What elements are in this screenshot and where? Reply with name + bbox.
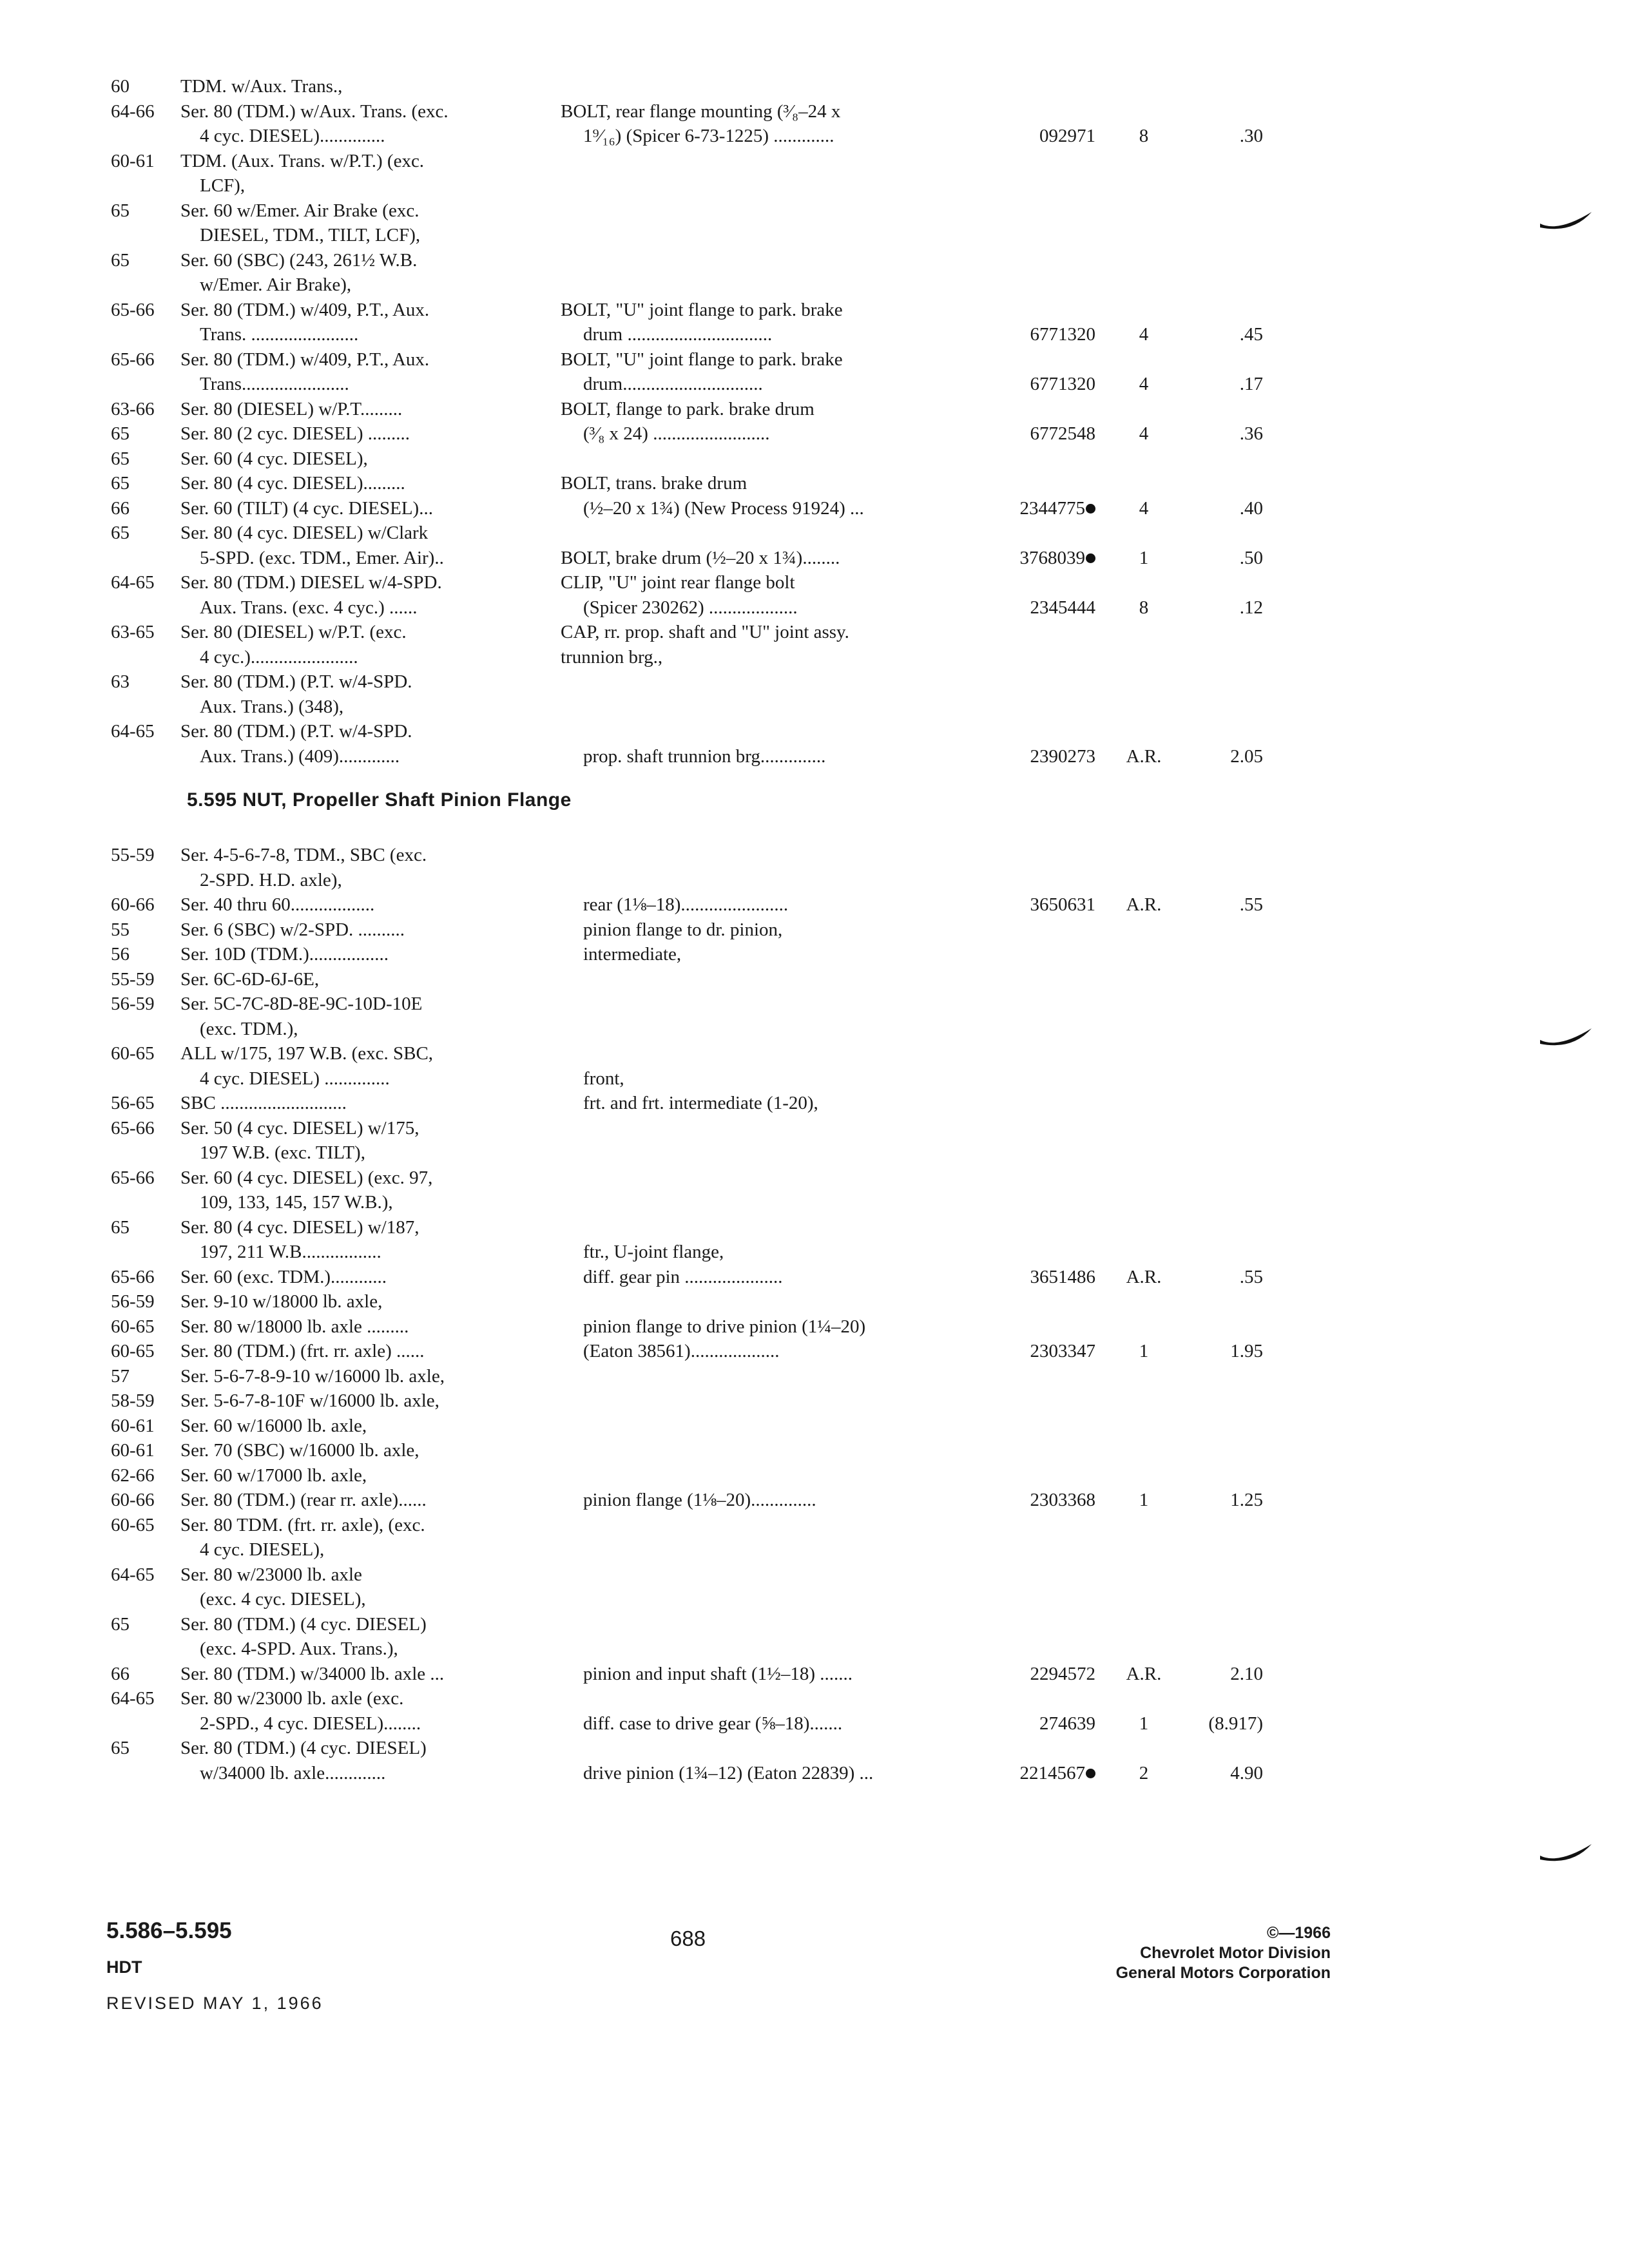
application-cell: Ser. 80 (TDM.) w/34000 lb. axle ...	[180, 1663, 445, 1684]
catalog-row	[103, 496, 1327, 521]
footer-left	[106, 1917, 323, 2017]
application-cell: 5-SPD. (exc. TDM., Emer. Air)..	[200, 547, 444, 568]
part-number-cell: 6772548	[1030, 423, 1095, 444]
application-cell: Ser. 60 (TILT) (4 cyc. DIESEL)...	[180, 497, 433, 519]
quantity-cell: 1	[1139, 1490, 1149, 1510]
quantity-cell: 8	[1139, 597, 1149, 618]
application-cell: Ser. 80 (DIESEL) w/P.T.........	[180, 398, 403, 419]
description-cell: prop. shaft trunnion brg..............	[583, 745, 826, 767]
description-cell: trunnion brg.,	[561, 646, 663, 668]
application-cell: w/34000 lb. axle.............	[200, 1762, 386, 1783]
description-cell: BOLT, brake drum (½–20 x 1¾)........	[561, 547, 840, 568]
binder-tab-mark	[1539, 209, 1594, 235]
application-cell: Ser. 60 w/17000 lb. axle,	[180, 1465, 367, 1486]
catalog-row	[103, 992, 1327, 1017]
application-cell: 2-SPD. H.D. axle),	[200, 869, 342, 890]
year-cell: 65-66	[111, 349, 155, 370]
application-cell: Ser. 80 w/18000 lb. axle .........	[180, 1316, 409, 1337]
price-cell: .17	[1239, 374, 1263, 394]
description-cell: pinion flange to drive pinion (1¼–20)	[583, 1316, 866, 1337]
catalog-row	[103, 1761, 1327, 1786]
catalog-row	[103, 1314, 1327, 1340]
price-cell: (8.917)	[1208, 1713, 1263, 1734]
quantity-cell: 1	[1139, 547, 1149, 568]
year-cell: 60-61	[111, 150, 155, 171]
catalog-row	[103, 918, 1327, 943]
footer-revised-date: REVISED MAY 1, 1966	[106, 1994, 323, 2013]
catalog-row	[103, 1637, 1327, 1662]
price-cell: .12	[1239, 597, 1263, 618]
application-cell: Ser. 80 (4 cyc. DIESEL) w/187,	[180, 1216, 419, 1238]
catalog-row	[103, 719, 1327, 744]
year-cell: 65	[111, 1613, 130, 1635]
application-cell: 4 cyc. DIESEL)..............	[200, 126, 385, 146]
application-cell: Ser. 70 (SBC) w/16000 lb. axle,	[180, 1440, 419, 1461]
year-cell: 65-66	[111, 1266, 155, 1287]
quantity-cell: 2	[1139, 1762, 1149, 1783]
application-cell: LCF),	[200, 175, 246, 196]
price-cell: 2.10	[1230, 1663, 1263, 1684]
application-cell: Ser. 80 (DIESEL) w/P.T. (exc.	[180, 622, 407, 642]
catalog-row	[103, 570, 1327, 595]
catalog-row	[103, 1513, 1327, 1538]
year-cell: 60-66	[111, 894, 155, 915]
application-cell: Ser. 60 w/16000 lb. axle,	[180, 1415, 367, 1436]
year-cell: 65-66	[111, 1117, 155, 1139]
application-cell: Trans.......................	[200, 374, 349, 394]
application-cell: Ser. 80 (TDM.) (P.T. w/4-SPD.	[180, 721, 412, 742]
binder-tab-mark	[1539, 1026, 1594, 1052]
year-cell: 64-65	[111, 1564, 155, 1585]
part-number-cell: 6771320	[1030, 324, 1095, 345]
application-cell: SBC ...........................	[180, 1093, 347, 1113]
year-cell: 63-65	[111, 622, 155, 642]
footer-corporation: General Motors Corporation	[1115, 1964, 1331, 1982]
year-cell: 64-65	[111, 572, 155, 593]
catalog-row	[103, 1190, 1327, 1215]
catalog-row	[103, 1686, 1327, 1711]
application-cell: Aux. Trans.) (348),	[200, 696, 344, 717]
catalog-row	[103, 669, 1327, 695]
catalog-row	[103, 1612, 1327, 1637]
new-part-bullet-icon	[1086, 504, 1095, 514]
description-cell: drive pinion (1¾–12) (Eaton 22839) ...	[583, 1762, 874, 1783]
catalog-row	[103, 1736, 1327, 1761]
catalog-row	[103, 372, 1327, 397]
part-number-cell: 3650631	[1030, 894, 1095, 915]
section-heading-5-595	[103, 769, 1327, 843]
description-cell: BOLT, rear flange mounting (³⁄₈–24 x	[561, 101, 841, 122]
footer-copyright: ©—1966	[1266, 1924, 1331, 1942]
catalog-row	[103, 1463, 1327, 1488]
application-cell: Trans. .......................	[200, 324, 359, 345]
year-cell: 65	[111, 523, 130, 543]
description-cell: pinion and input shaft (1½–18) .......	[583, 1663, 853, 1684]
catalog-row	[103, 942, 1327, 967]
quantity-cell: 1	[1139, 1341, 1149, 1361]
catalog-row	[103, 1215, 1327, 1240]
quantity-cell: A.R.	[1126, 1663, 1162, 1684]
description-cell: intermediate,	[583, 944, 682, 965]
price-cell: .36	[1239, 423, 1263, 444]
catalog-row	[103, 620, 1327, 645]
price-cell: .45	[1239, 324, 1263, 345]
year-cell: 55-59	[111, 845, 155, 865]
description-cell: pinion flange to dr. pinion,	[583, 919, 783, 940]
application-cell: Ser. 80 (TDM.) w/409, P.T., Aux.	[180, 349, 430, 370]
description-cell: frt. and frt. intermediate (1-20),	[583, 1093, 818, 1113]
year-cell: 65	[111, 448, 130, 469]
footer-right	[1116, 1923, 1331, 1983]
description-cell: diff. gear pin .....................	[583, 1266, 783, 1287]
catalog-row	[103, 843, 1327, 868]
application-cell: Ser. 80 (4 cyc. DIESEL).........	[180, 473, 405, 494]
description-cell: CAP, rr. prop. shaft and "U" joint assy.	[561, 622, 849, 642]
catalog-row	[103, 1140, 1327, 1166]
catalog-row	[103, 149, 1327, 174]
application-cell: Ser. 80 (2 cyc. DIESEL) .........	[180, 423, 410, 444]
year-cell: 65	[111, 1216, 130, 1238]
binder-tab-mark	[1539, 1841, 1594, 1867]
catalog-row	[103, 223, 1327, 248]
application-cell: Ser. 4-5-6-7-8, TDM., SBC (exc.	[180, 845, 427, 865]
part-number-cell: 2303347	[1030, 1341, 1095, 1361]
year-cell: 55-59	[111, 968, 155, 990]
application-cell: Ser. 9-10 w/18000 lb. axle,	[180, 1291, 383, 1312]
catalog-row	[103, 1662, 1327, 1687]
catalog-row	[103, 546, 1327, 571]
price-cell: 4.90	[1230, 1762, 1263, 1783]
year-cell: 60-61	[111, 1415, 155, 1436]
part-number-cell: 3651486	[1030, 1266, 1095, 1287]
catalog-row	[103, 248, 1327, 273]
catalog-row	[103, 298, 1327, 323]
year-cell: 60-65	[111, 1316, 155, 1337]
application-cell: Ser. 60 (4 cyc. DIESEL),	[180, 448, 368, 469]
price-cell: .40	[1239, 497, 1263, 519]
description-cell: diff. case to drive gear (⅝–18).......	[583, 1713, 843, 1734]
application-cell: TDM. w/Aux. Trans.,	[180, 76, 343, 97]
application-cell: (exc. TDM.),	[200, 1018, 298, 1039]
application-cell: Ser. 80 (TDM.) (P.T. w/4-SPD.	[180, 671, 412, 692]
quantity-cell: 4	[1139, 324, 1149, 345]
catalog-row	[103, 273, 1327, 298]
year-cell: 65	[111, 200, 130, 221]
quantity-cell: 4	[1139, 374, 1149, 394]
footer-division: Chevrolet Motor Division	[1140, 1944, 1331, 1962]
catalog-row	[103, 421, 1327, 447]
year-cell: 60-65	[111, 1341, 155, 1361]
quantity-cell: 4	[1139, 497, 1149, 519]
application-cell: Ser. 10D (TDM.).................	[180, 944, 389, 965]
application-cell: 2-SPD., 4 cyc. DIESEL)........	[200, 1713, 421, 1734]
catalog-row	[103, 1116, 1327, 1141]
catalog-row	[103, 1339, 1327, 1364]
section-title: 5.595 NUT, Propeller Shaft Pinion Flange	[187, 789, 572, 811]
year-cell: 60-66	[111, 1490, 155, 1510]
catalog-row	[103, 1562, 1327, 1588]
catalog-row	[103, 892, 1327, 918]
description-cell: pinion flange (1⅛–20)..............	[583, 1490, 816, 1510]
application-cell: 4 cyc. DIESEL) ..............	[200, 1068, 390, 1089]
application-cell: Ser. 5C-7C-8D-8E-9C-10D-10E	[180, 994, 423, 1014]
year-cell: 65-66	[111, 299, 155, 320]
year-cell: 63	[111, 671, 130, 692]
year-cell: 58-59	[111, 1390, 155, 1411]
application-cell: Ser. 60 (4 cyc. DIESEL) (exc. 97,	[180, 1167, 433, 1188]
footer-code: HDT	[106, 1957, 142, 1977]
year-cell: 56-59	[111, 994, 155, 1014]
application-cell: Ser. 80 (TDM.) w/409, P.T., Aux.	[180, 299, 430, 320]
catalog-row	[103, 1438, 1327, 1463]
catalog-row	[103, 1289, 1327, 1314]
catalog-row	[103, 1091, 1327, 1116]
quantity-cell: A.R.	[1126, 745, 1162, 767]
part-number-cell: 2344775	[986, 496, 1095, 521]
catalog-row	[103, 1711, 1327, 1736]
page-number: 688	[670, 1927, 706, 1950]
catalog-row	[103, 744, 1327, 769]
catalog-row	[103, 1041, 1327, 1066]
application-cell: Ser. 5-6-7-8-10F w/16000 lb. axle,	[180, 1390, 439, 1411]
year-cell: 62-66	[111, 1465, 155, 1486]
catalog-row	[103, 173, 1327, 198]
catalog-row	[103, 1066, 1327, 1091]
year-cell: 60-61	[111, 1440, 155, 1461]
description-cell: CLIP, "U" joint rear flange bolt	[561, 572, 795, 593]
price-cell: 1.25	[1230, 1490, 1263, 1510]
catalog-row	[103, 198, 1327, 224]
application-cell: 197 W.B. (exc. TILT),	[200, 1142, 365, 1163]
year-cell: 63-66	[111, 398, 155, 419]
application-cell: Ser. 80 (TDM.) (rear rr. axle)......	[180, 1490, 427, 1510]
catalog-row	[103, 447, 1327, 472]
quantity-cell: A.R.	[1126, 894, 1162, 915]
part-number-cell: 6771320	[1030, 374, 1095, 394]
application-cell: Ser. 80 w/23000 lb. axle	[180, 1564, 362, 1585]
catalog-row	[103, 1240, 1327, 1265]
section-5-586-list	[103, 74, 1327, 769]
part-number-cell: 092971	[1039, 126, 1095, 146]
application-cell: Ser. 80 (TDM.) DIESEL w/4-SPD.	[180, 572, 442, 593]
part-number-cell: 3768039	[986, 546, 1095, 570]
catalog-row	[103, 1017, 1327, 1042]
catalog-row	[103, 74, 1327, 99]
year-cell: 65	[111, 423, 130, 444]
year-cell: 60-65	[111, 1043, 155, 1064]
application-cell: Ser. 80 (TDM.) (frt. rr. axle) ......	[180, 1341, 425, 1361]
catalog-row	[103, 124, 1327, 149]
year-cell: 56-65	[111, 1093, 155, 1113]
price-cell: .30	[1239, 126, 1263, 146]
application-cell: Ser. 80 (TDM.) w/Aux. Trans. (exc.	[180, 101, 448, 122]
price-cell: 1.95	[1230, 1341, 1263, 1361]
description-cell: drum ...............................	[583, 324, 773, 345]
application-cell: Ser. 80 (TDM.) (4 cyc. DIESEL)	[180, 1738, 427, 1758]
part-number-cell: 274639	[1039, 1713, 1095, 1734]
application-cell: Ser. 80 (TDM.) (4 cyc. DIESEL)	[180, 1613, 427, 1635]
catalog-row	[103, 521, 1327, 546]
application-cell: Ser. 60 (exc. TDM.)............	[180, 1266, 387, 1287]
catalog-row	[103, 1414, 1327, 1439]
quantity-cell: 1	[1139, 1713, 1149, 1734]
application-cell: Ser. 6C-6D-6J-6E,	[180, 968, 320, 990]
part-number-cell: 2214567	[986, 1761, 1095, 1785]
year-cell: 65	[111, 249, 130, 271]
part-number-cell: 2390273	[1030, 745, 1095, 767]
catalog-row	[103, 347, 1327, 372]
description-cell: rear (1⅛–18).......................	[583, 894, 789, 915]
application-cell: Ser. 50 (4 cyc. DIESEL) w/175,	[180, 1117, 419, 1139]
application-cell: Ser. 80 TDM. (frt. rr. axle), (exc.	[180, 1514, 425, 1535]
quantity-cell: 8	[1139, 126, 1149, 146]
price-cell: .50	[1239, 547, 1263, 568]
year-cell: 66	[111, 497, 130, 519]
description-cell: 1⁹⁄₁₆) (Spicer 6-73-1225) .............	[583, 126, 834, 146]
year-cell: 55	[111, 919, 130, 940]
catalog-row	[103, 322, 1327, 347]
description-cell: BOLT, flange to park. brake drum	[561, 398, 815, 419]
catalog-row	[103, 868, 1327, 893]
quantity-cell: 4	[1139, 423, 1149, 444]
section-5-595-list	[103, 843, 1327, 1785]
application-cell: Aux. Trans. (exc. 4 cyc.) ......	[200, 597, 418, 618]
part-number-cell: 2303368	[1030, 1490, 1095, 1510]
year-cell: 56	[111, 944, 130, 965]
year-cell: 65	[111, 473, 130, 494]
year-cell: 60-65	[111, 1514, 155, 1535]
price-cell: 2.05	[1230, 745, 1263, 767]
new-part-bullet-icon	[1086, 553, 1095, 563]
description-cell: (³⁄₈ x 24) .........................	[583, 423, 770, 444]
year-cell: 66	[111, 1663, 130, 1684]
catalog-row	[103, 397, 1327, 422]
application-cell: Ser. 60 w/Emer. Air Brake (exc.	[180, 200, 419, 221]
catalog-row	[103, 1389, 1327, 1414]
catalog-row	[103, 695, 1327, 720]
application-cell: (exc. 4-SPD. Aux. Trans.),	[200, 1639, 398, 1659]
description-cell: ftr., U-joint flange,	[583, 1242, 724, 1262]
year-cell: 64-65	[111, 721, 155, 742]
application-cell: Ser. 6 (SBC) w/2-SPD. ..........	[180, 919, 405, 940]
application-cell: 109, 133, 145, 157 W.B.),	[200, 1192, 393, 1213]
application-cell: Ser. 5-6-7-8-9-10 w/16000 lb. axle,	[180, 1365, 445, 1387]
application-cell: Ser. 40 thru 60..................	[180, 894, 375, 915]
description-cell: BOLT, trans. brake drum	[561, 473, 747, 494]
application-cell: Ser. 60 (SBC) (243, 261½ W.B.	[180, 249, 418, 271]
catalog-row	[103, 1537, 1327, 1562]
new-part-bullet-icon	[1086, 1769, 1095, 1778]
description-cell: front,	[583, 1068, 624, 1089]
application-cell: Ser. 80 (4 cyc. DIESEL) w/Clark	[180, 523, 429, 543]
catalog-row	[103, 1488, 1327, 1513]
description-cell: (Eaton 38561)...................	[583, 1341, 780, 1361]
application-cell: TDM. (Aux. Trans. w/P.T.) (exc.	[180, 150, 425, 171]
part-number-cell: 2294572	[1030, 1663, 1095, 1684]
catalog-row	[103, 1166, 1327, 1191]
application-cell: DIESEL, TDM., TILT, LCF),	[200, 225, 421, 245]
application-cell: 197, 211 W.B.................	[200, 1242, 381, 1262]
footer-section-range: 5.586–5.595	[106, 1918, 232, 1943]
application-cell: w/Emer. Air Brake),	[200, 274, 352, 295]
application-cell: Ser. 80 w/23000 lb. axle (exc.	[180, 1688, 404, 1709]
catalog-row	[103, 1587, 1327, 1612]
catalog-row	[103, 99, 1327, 124]
application-cell: ALL w/175, 197 W.B. (exc. SBC,	[180, 1043, 434, 1064]
year-cell: 65	[111, 1738, 130, 1758]
quantity-cell: A.R.	[1126, 1266, 1162, 1287]
description-cell: (½–20 x 1¾) (New Process 91924) ...	[583, 497, 864, 519]
price-cell: .55	[1239, 1266, 1263, 1287]
year-cell: 56-59	[111, 1291, 155, 1312]
application-cell: 4 cyc.).......................	[200, 646, 358, 668]
description-cell: BOLT, "U" joint flange to park. brake	[561, 299, 843, 320]
year-cell: 64-66	[111, 101, 155, 122]
application-cell: (exc. 4 cyc. DIESEL),	[200, 1589, 366, 1610]
catalog-row	[103, 595, 1327, 620]
description-cell: drum..............................	[583, 374, 763, 394]
application-cell: Aux. Trans.) (409).............	[200, 745, 400, 767]
year-cell: 57	[111, 1365, 130, 1387]
year-cell: 60	[111, 76, 130, 97]
catalog-row	[103, 1364, 1327, 1389]
catalog-row	[103, 967, 1327, 992]
catalog-row	[103, 645, 1327, 670]
year-cell: 65-66	[111, 1167, 155, 1188]
catalog-row	[103, 1265, 1327, 1290]
description-cell: BOLT, "U" joint flange to park. brake	[561, 349, 843, 370]
application-cell: 4 cyc. DIESEL),	[200, 1539, 325, 1560]
price-cell: .55	[1239, 894, 1263, 915]
part-number-cell: 2345444	[1030, 597, 1095, 618]
catalog-row	[103, 471, 1327, 496]
parts-catalog	[103, 74, 1327, 1785]
description-cell: (Spicer 230262) ...................	[583, 597, 798, 618]
year-cell: 64-65	[111, 1688, 155, 1709]
